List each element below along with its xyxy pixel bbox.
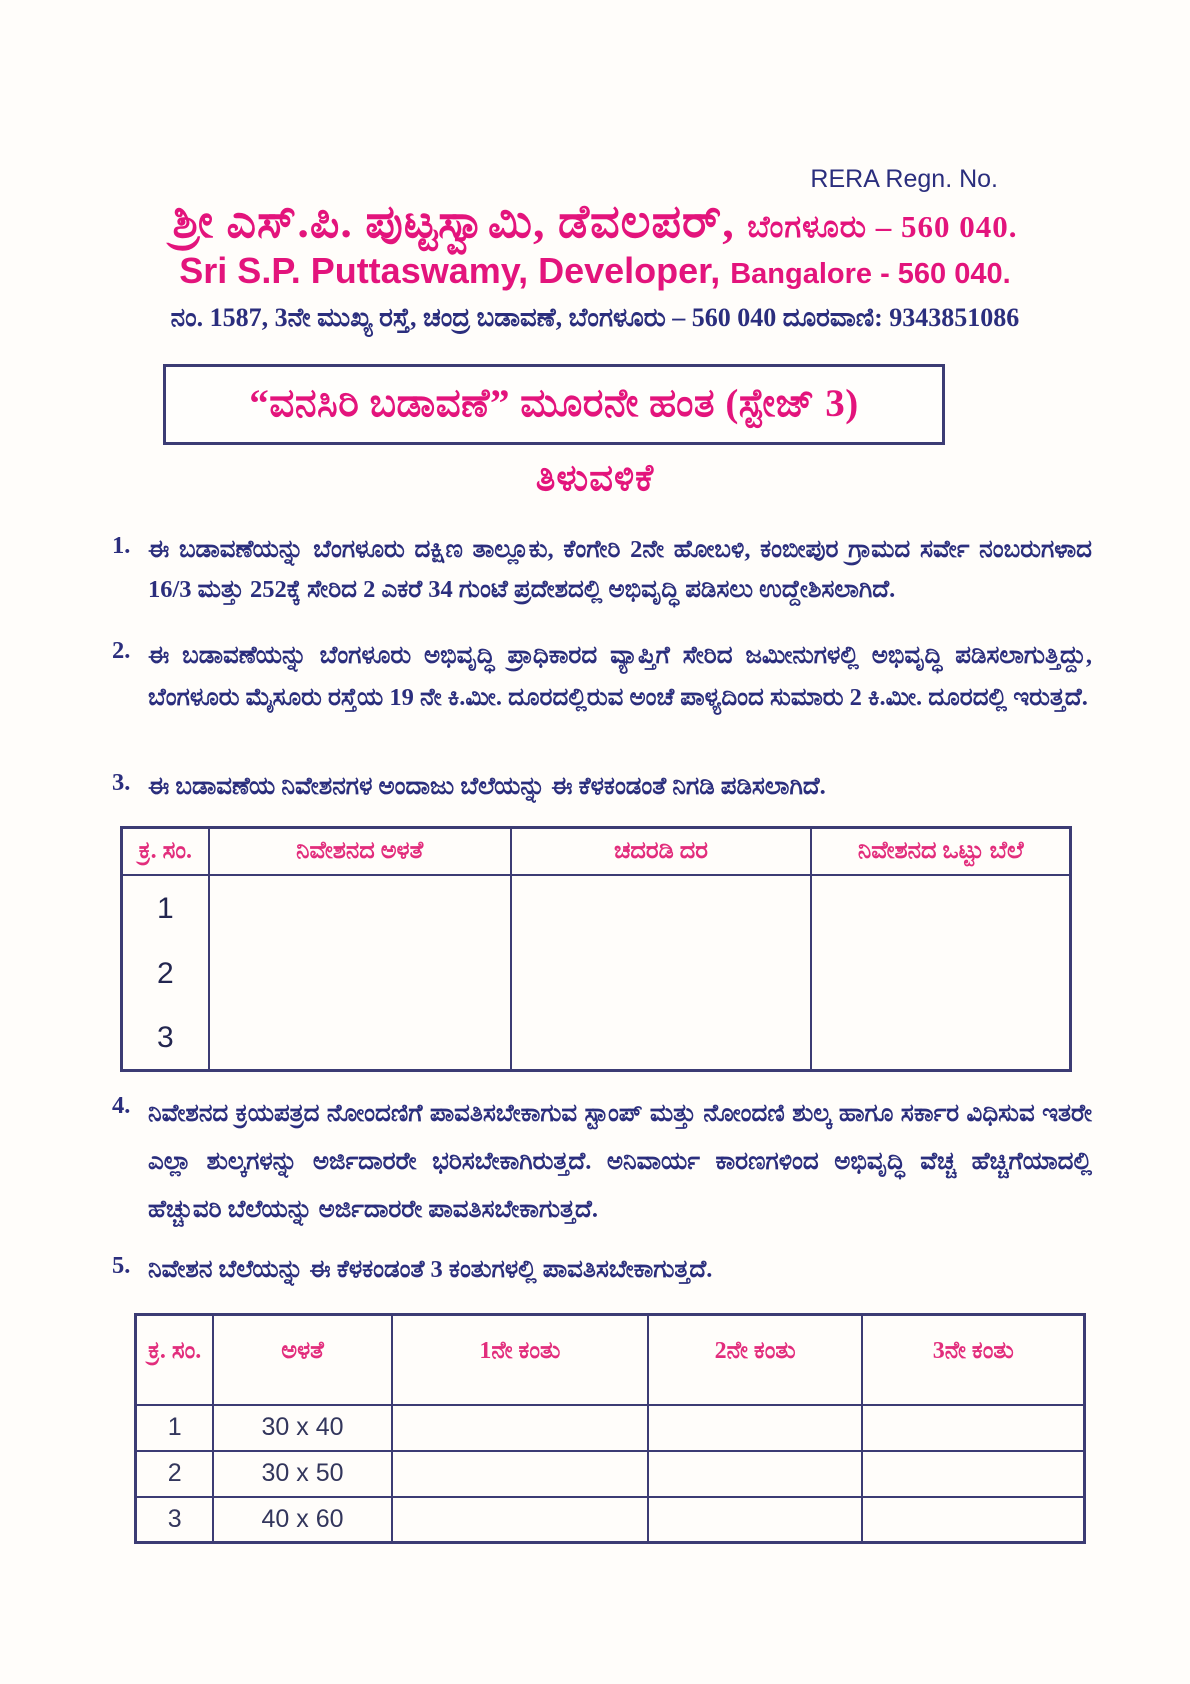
layout-title-text: “ವನಸಿರಿ ಬಡಾವಣೆ” ಮೂರನೇ ಹಂತ (ಸ್ಟೇಜ್ 3)	[249, 382, 859, 426]
cell-installment-1	[392, 1405, 648, 1451]
cell-installment-3	[862, 1497, 1084, 1543]
col-header-sqft-rate: ಚದರಡಿ ದರ	[511, 828, 812, 875]
developer-name-english	[0, 251, 1190, 291]
col-header-site-size: ನಿವೇಶನದ ಅಳತೆ	[209, 828, 511, 875]
item-3-text: ಈ ಬಡಾವಣೆಯ ನಿವೇಶನಗಳ ಅಂದಾಜು ಬೆಲೆಯನ್ನು ಈ ಕೆಳಕಂಡಂತೆ ನಿಗಡಿ ಪಡಿಸಲಾಗಿದೆ.	[148, 772, 826, 800]
table-row	[136, 1451, 1085, 1497]
empty-cell-total-price	[811, 875, 1070, 1071]
col-header-installment-3: 3ನೇ ಕಂತು	[862, 1315, 1084, 1405]
address-line: ನಂ. 1587, 3ನೇ ಮುಖ್ಯ ರಸ್ತೆ, ಚಂದ್ರ ಬಡಾವಣೆ, ಬೆಂಗಳೂರು – 560 040 ದೂರವಾಣಿ: 9343851086	[170, 303, 1020, 333]
notice-item-2	[112, 635, 1092, 718]
cell-size: 40 x 60	[213, 1497, 391, 1543]
item-2-number: 2.	[112, 637, 131, 665]
col-header-installment-2: 2ನೇ ಕಂತು	[648, 1315, 862, 1405]
col-header-sl-no: ಕ್ರ. ಸಂ.	[136, 1315, 214, 1405]
empty-cell-site-size	[209, 875, 511, 1071]
col-header-installment-1: 1ನೇ ಕಂತು	[392, 1315, 648, 1405]
notice-item-4	[112, 1090, 1092, 1233]
cell-sl-no: 2	[136, 1451, 214, 1497]
notice-item-3	[112, 767, 1092, 807]
sl-no-cell	[122, 875, 209, 1071]
site-price-table-body-row	[122, 875, 1071, 1071]
developer-name-english-text: Sri S.P. Puttaswamy, Developer,	[179, 250, 721, 292]
notice-body	[112, 530, 1092, 1544]
item-5-text: ನಿವೇಶನ ಬೆಲೆಯನ್ನು ಈ ಕೆಳಕಂಡಂತೆ 3 ಕಂತುಗಳಲ್ಲಿ ಪಾವತಿಸಬೇಕಾಗುತ್ತದೆ.	[148, 1255, 713, 1283]
table-row	[136, 1405, 1085, 1451]
installment-table-header-row	[136, 1315, 1085, 1405]
site-price-table	[120, 826, 1072, 1072]
sl-no-1: 1	[157, 891, 174, 925]
col-header-sl-no: ಕ್ರ. ಸಂ.	[122, 828, 209, 875]
installment-table	[134, 1313, 1086, 1544]
cell-installment-2	[648, 1497, 862, 1543]
notice-item-1	[112, 530, 1092, 609]
item-4-text: ನಿವೇಶನದ ಕ್ರಯಪತ್ರದ ನೋಂದಣಿಗೆ ಪಾವತಿಸಬೇಕಾಗುವ ಸ್ಟಾಂಪ್ ಮತ್ತು ನೋಂದಣಿ ಶುಲ್ಕ ಹಾಗೂ ಸರ್ಕಾರ ವಿಧಿಸುವ ಇತರೇ ಎಲ್ಲಾ ಶುಲ್ಕಗಳನ್ನು ಅರ್ಜಿದಾರರೇ ಭರಿಸಬೇಕಾಗಿರುತ್ತದೆ. ಅನಿವಾರ್ಯ ಕಾರಣಗಳಿಂದ ಅಭಿವೃದ್ಧಿ ವೆಚ್ಚ ಹೆಚ್ಚಿಗೆಯಾದಲ್ಲಿ ಹೆಚ್ಚುವರಿ ಬೆಲೆಯನ್ನು ಅರ್ಜಿದಾರರೇ ಪಾವತಿಸಬೇಕಾಗುತ್ತದೆ.	[148, 1100, 1092, 1223]
cell-sl-no: 1	[136, 1405, 214, 1451]
rera-regn-label: RERA Regn. No.	[810, 165, 998, 193]
cell-size: 30 x 40	[213, 1405, 391, 1451]
developer-city-english: Bangalore - 560 040.	[730, 258, 1011, 291]
cell-installment-2	[648, 1451, 862, 1497]
col-header-total-price: ನಿವೇಶನದ ಒಟ್ಟು ಬೆಲೆ	[811, 828, 1070, 875]
sl-no-3: 3	[157, 1021, 174, 1055]
cell-size: 30 x 50	[213, 1451, 391, 1497]
notice-subtitle: ತಿಳುವಳಿಕೆ	[535, 458, 655, 500]
item-1-number: 1.	[112, 532, 131, 560]
cell-installment-3	[862, 1405, 1084, 1451]
cell-installment-1	[392, 1497, 648, 1543]
item-3-number: 3.	[112, 768, 131, 796]
col-header-size: ಅಳತೆ	[213, 1315, 391, 1405]
item-2-text: ಈ ಬಡಾವಣೆಯನ್ನು ಬೆಂಗಳೂರು ಅಭಿವೃದ್ಧಿ ಪ್ರಾಧಿಕಾರದ ವ್ಯಾಪ್ತಿಗೆ ಸೇರಿದ ಜಮೀನುಗಳಲ್ಲಿ ಅಭಿವೃದ್ಧಿ ಪಡಿಸಲಾಗುತ್ತಿದ್ದು, ಬೆಂಗಳೂರು ಮೈಸೂರು ರಸ್ತೆಯ 19 ನೇ ಕಿ.ಮೀ. ದೂರದಲ್ಲಿರುವ ಅಂಚೆ ಪಾಳ್ಯದಿಂದ ಸುಮಾರು 2 ಕಿ.ಮೀ. ದೂರದಲ್ಲಿ ಇರುತ್ತದೆ.	[148, 642, 1092, 712]
developer-name-kannada	[0, 194, 1190, 249]
item-4-number: 4.	[112, 1092, 131, 1120]
layout-title-box	[163, 364, 945, 445]
cell-sl-no: 3	[136, 1497, 214, 1543]
cell-installment-3	[862, 1451, 1084, 1497]
developer-name-kannada-text: ಶ್ರೀ ಎಸ್.ಪಿ. ಪುಟ್ಟಸ್ವಾಮಿ, ಡೆವಲಪರ್,	[172, 196, 735, 247]
developer-city-kannada: ಬೆಂಗಳೂರು – 560 040.	[747, 209, 1018, 244]
table-row	[136, 1497, 1085, 1543]
notice-item-5	[112, 1250, 1092, 1290]
sl-no-stack	[123, 876, 208, 1070]
cell-installment-2	[648, 1405, 862, 1451]
site-price-table-header-row	[122, 828, 1071, 875]
empty-cell-sqft-rate	[511, 875, 812, 1071]
cell-installment-1	[392, 1451, 648, 1497]
item-5-number: 5.	[112, 1251, 131, 1279]
item-1-text: ಈ ಬಡಾವಣೆಯನ್ನು ಬೆಂಗಳೂರು ದಕ್ಷಿಣ ತಾಲ್ಲೂಕು, ಕೆಂಗೇರಿ 2ನೇ ಹೋಬಳಿ, ಕಂಬೀಪುರ ಗ್ರಾಮದ ಸರ್ವೇ ನಂಬರುಗಳಾದ 16/3 ಮತ್ತು 252ಕ್ಕೆ ಸೇರಿದ 2 ಎಕರೆ 34 ಗುಂಟೆ ಪ್ರದೇಶದಲ್ಲಿ ಅಭಿವೃದ್ಧಿ ಪಡಿಸಲು ಉದ್ದೇಶಿಸಲಾಗಿದೆ.	[148, 536, 1092, 603]
sl-no-2: 2	[157, 956, 174, 990]
